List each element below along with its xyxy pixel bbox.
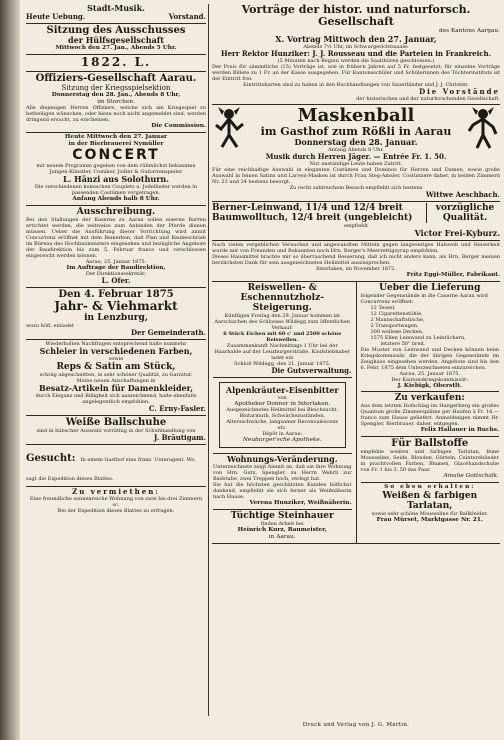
ad-title: Berner-Leinwand, 11/4 und 12/4 breit — [212, 202, 403, 213]
ad-reiswellen — [213, 282, 352, 378]
ad-body: Zusammenkunft Nachmittags 1 Uhr bei der Haarhalde auf der Lenzburgerstraße. Kaufsliebhaber ladet ein — [214, 342, 350, 361]
ad-text: Vorstand. — [168, 12, 206, 21]
ad-body: Der Preis für sämmtliche (15) Vorträge ist, wie in frühern Jahren auf 5 Fr. festgesetzt; für einzelne Vorträge werden Billete zu 1 Fr. an der Kasse ausgegeben. Für Kantonsschüler und Schülerinnen des Töchterinstituts ist der Eintritt frei. — [212, 63, 500, 82]
ad-body: folgender Gegenstände in die Caserne Aarau wird Concurrenz eröffnet: — [360, 292, 488, 305]
ad-title: Jahr- & Viehmarkt — [54, 299, 178, 314]
ad-lieferung — [361, 282, 500, 393]
ad-vortraege — [212, 3, 500, 105]
ad-signature: in Aarau. — [268, 533, 296, 540]
ad-year — [26, 55, 206, 72]
ad-note: (5 Minuten nach Beginn werden die Saalthüren geschlossen.) — [277, 57, 435, 64]
ad-title: 1822. L. — [80, 54, 152, 69]
ad-signature: Frau Mürset, Marktgasse Nr. 21. — [376, 516, 483, 523]
ad-subtitle: Sitzung der Kriegsspielsektion — [61, 83, 171, 92]
jester-left-icon — [212, 107, 246, 151]
ad-signature: Wittwe Aeschbach. — [425, 189, 500, 199]
ad-signature: Die Vorstände — [419, 86, 500, 96]
ad-text: Dépôt in Aarau: — [262, 431, 303, 438]
ad-signature: Der Kantonskriegskommissär: — [391, 376, 469, 383]
ad-body: sind in hübscher Auswahl vorräthig in der Schuhhandlung von — [36, 428, 196, 435]
ad-text: Heute Mittwoch den 27. Januar — [64, 134, 168, 141]
ad-date: Donnerstag den 28. Januar. — [294, 136, 418, 147]
ad-title: Für Ballstoffe — [391, 438, 469, 450]
ad-tarlatan — [361, 483, 500, 526]
ad-title: Reiswellen- & Eschennutzholz-Steigerung. — [240, 282, 324, 313]
ad-title: Wohnungs-Veränderung. — [227, 454, 338, 465]
ad-title: Weiße Ballschuhe — [65, 417, 167, 429]
ad-signature: J. Kiebigk, Oberstlt. — [397, 382, 462, 389]
ad-body: Künftigen Freitag den 29. Januar kommen im Aarschachen des Schlosses Wildegg zum öffentlichen Verkauf: — [214, 312, 351, 331]
ad-text: Neuburger'sche Apotheke. — [242, 437, 322, 444]
ad-title: Den 4. Februar 1875 — [58, 289, 174, 301]
left-column — [26, 3, 206, 721]
ad-title: Zu vermiethen: — [72, 487, 160, 497]
ad-testimonial — [212, 241, 500, 282]
book-spine-shadow — [0, 0, 20, 740]
ad-body: Sie hat die höchsten geschätzten Kunden höflichst dankend, empfiehlt sie sich ferner als Weißnäherin nach Hause. — [213, 482, 352, 501]
ad-text: im Storchen. — [97, 98, 135, 105]
ad-items: 6 Stück Eichen mit 60 c' und 2500 schöne Reiswellen. — [223, 330, 342, 343]
ad-text: Mittwoch den 27. Jan., Abends 5 Uhr. — [55, 45, 177, 51]
ad-text: Heute Uebung. — [26, 12, 86, 21]
ad-concert — [26, 133, 206, 205]
ad-subtitle: in Lenzburg, — [84, 313, 148, 324]
ad-schleier — [26, 340, 206, 416]
ad-verkaufen — [361, 392, 500, 437]
ad-body: Eintrittskarten sind zu haben in den Buchhandlungen von Sauerländer und J. J. Christen. — [243, 81, 469, 88]
two-column-block — [212, 282, 500, 544]
ad-text: Musik durch Herren Jäger. — Entrée Fr. 1. 50. — [265, 151, 447, 161]
ad-maskenball — [212, 105, 500, 202]
ad-signature: Der Gemeinderath. — [130, 328, 206, 338]
ad-quality: vorzügliche Qualität. — [426, 203, 500, 223]
ad-text: Abends 7½ Uhr, im Schwurgerichtssaale: — [303, 43, 409, 50]
jester-right-icon — [466, 107, 500, 151]
ad-date: Aarau, 25. Januar 1875. — [85, 258, 147, 265]
ad-performer: L. Hänzi aus Solothurn. — [62, 173, 170, 184]
right-column — [212, 3, 500, 721]
ad-title: CONCERT — [72, 146, 160, 163]
ad-date: Interlaken, im November 1872. — [316, 265, 396, 272]
ad-body: Aus dem letzten Hofschlag im Hungerberg ein großes Quantum große Zimmerspähne per Haufen à Fr. 16.— franco zum Hause geliefert. Anmeldungen nimmt Hr. Spengler, Bierbrauer, daher, entgegen. — [360, 403, 499, 428]
ad-ballschuhe — [26, 416, 206, 445]
ad-title: Ueber die Lieferung — [379, 282, 481, 293]
ad-body: schräg abgeschnitten, in sehr schöner Qualität, zu Garnitur. — [39, 372, 193, 379]
ad-title: Ausschreibung. — [76, 206, 156, 217]
ad-signature: L. Ofer. — [101, 276, 131, 286]
ad-signature: Fritz Eggi-Müller, Fabrikant. — [406, 271, 500, 278]
ad-signature: Victor Frei-Kyburz. — [414, 227, 500, 238]
right-subcolumn-right — [360, 282, 501, 543]
ad-body: finden Arbeit bei — [260, 520, 304, 527]
ad-title: Zu verkaufen: — [394, 393, 465, 404]
ad-signature: Im Auftrage der Baudirektion, — [66, 264, 166, 271]
ad-speaker: Herr Rektor Hunziker: J. J. Rousseau und die Parteien in Frankreich. — [220, 48, 492, 58]
ad-title: Weißen & farbigen Tarlatan, — [382, 490, 478, 511]
ad-text: sowie — [108, 356, 124, 363]
ad-body: In einem Gasthof eine franz. Unteragent. Wo, sagt die Expedition dieses Blattes. — [26, 457, 196, 483]
ad-title: Maskenball — [297, 104, 415, 126]
ad-body: Unterzeichnete zeigt hiemit an, daß sie ihre Wohnung von Hrn. Gutz, Spengler, zu Herrn Wehrli zur Badstube, zwei Treppen hoch, verlegt hat. — [213, 464, 352, 483]
ad-ausschreibung — [26, 206, 206, 289]
ad-body: sowie sehr schöne Mousseline für Ballkleider. — [371, 510, 488, 517]
ad-signature: der historischen und der naturforschenden Gesellschaft. — [356, 95, 500, 102]
ad-body: mit neuem Programm gegeben von dem rühmlichst bekannten Jungen-Künstler, Comiker, Jodler & Guitarrenspieler — [36, 162, 196, 175]
ad-subtitle: des Kantons Aargau. — [438, 28, 500, 34]
ad-vermiethen — [26, 487, 206, 516]
ad-item: 2 Transportwagen, — [370, 322, 419, 329]
ad-signature: Verena Hunziker, Weißnäherin. — [249, 500, 352, 507]
ad-date: Schloß Wildegg, den 21. Januar 1875. — [234, 360, 331, 367]
ad-title: Vorträge der histor. und naturforsch. Gesellschaft — [241, 3, 471, 28]
column-divider — [208, 4, 209, 716]
ad-title: Baumwolltuch, 12/4 breit (ungebleicht) — [212, 212, 413, 223]
ad-body: Dieses Hausmittel brachte mir so überraschend Besserung, daß ich nicht anders kann, als Hrn. Berger meinen herzlichsten Dank für sein ausgezeichnetes Heilmittel auszusprechen. — [212, 253, 500, 266]
ad-text: X. Vortrag Mittwoch den 27. Januar, — [275, 33, 437, 44]
ad-title: So eben erhalten: — [384, 483, 476, 490]
ad-title: Stadt-Musik. — [87, 3, 145, 13]
ad-subtitle: im Gasthof zum Rößli in Aarau — [260, 124, 452, 138]
bitter-frame — [219, 382, 346, 449]
ad-stadtmusik — [26, 3, 206, 24]
ad-item: 12 Cigarettenstühle, — [370, 310, 423, 317]
ad-date: Aarau, 25. Januar 1875. — [399, 370, 461, 377]
ad-gesucht — [26, 445, 206, 487]
ad-body: durch Eleganz und Billigkeit sich auszeichnend, halte ebenfalls angelegentlich empfohlen. — [35, 393, 197, 406]
ad-title: Gesucht: — [26, 453, 76, 465]
subcolumn-divider — [356, 282, 357, 543]
ad-markt — [26, 288, 206, 340]
ad-leinwand — [212, 202, 500, 241]
ad-huelfsverein — [26, 24, 206, 55]
right-subcolumn-left — [212, 282, 353, 543]
ad-item: 300 wollene Decken, — [370, 328, 424, 335]
ad-signature: Die Gutsverwaltung. — [271, 365, 352, 375]
ad-title: Tüchtige Steinhauer — [230, 510, 334, 521]
ad-text: Wiederholten Nachfragen entsprechend halte nunmehr — [45, 341, 187, 348]
ad-signature: Felix Hallauer in Buchs. — [420, 427, 499, 434]
ad-body: Die verschiedenen komischen Couplets u. Jodellieder werden in passenden Costümen vorgetragen. — [34, 183, 198, 196]
ad-body: Alle diejenigen Herren Offiziere, welche sich am Kriegsspiel zu betheiligen wünschen, oder hiezu noch nicht angemeldet sind, werden dringend ersucht, zu erscheinen. — [26, 105, 206, 124]
ad-signature: J. Bräutigam. — [153, 433, 206, 443]
ad-subtitle: der Hülfsgesellschaft — [68, 35, 164, 45]
ad-title: Alpenkräuter-Eisenbitter — [225, 384, 339, 395]
ad-body: Für eine reichhaltige Auswahl in eleganten Costümen und Dominos für Herren und Damen, sowie große Auswahl in feinen Satins und Larven-Masken ist durch Frau Steg-Amsler, Costümiere daher, in beiden Zimmern Nr. 23 und 24 bestens besorgt. — [212, 166, 500, 185]
ad-text: Donnerstag den 28. Jan., Abends 8 Uhr, — [51, 91, 181, 98]
ad-item: 12 Tessel, — [370, 304, 396, 311]
ad-body: Nach vielen vergeblichen Versuchen und angewandten Mitteln gegen langwieriges Halsweh und Heiserkeit wurde mir von Freunden und Bekannten noch Hrn. Berger's Meerrettigsyrup empfohlen. — [212, 241, 500, 254]
ad-text: von — [277, 394, 287, 401]
ad-text: wozu höfl. einladet — [26, 323, 75, 330]
ad-note: Nur anständige Leute haben Zutritt. — [309, 160, 403, 167]
printer-imprint: Druck und Verlag von J. G. Martin. — [302, 722, 410, 728]
ad-text: in der Bierbrauerei Nymüller — [68, 140, 164, 147]
ad-item: 1575 Ellen Leinwand zu Leintüchern, — [370, 334, 466, 341]
ad-ballstoffe — [361, 437, 500, 483]
ad-body: Die Muster von Leinwand und Decken können beim Kriegskommissär, die der übrigen Gegenstände im Zeughaus eingesehen werden. Angebote sind bis den 6. Febr. 1875 dem Unterzeichneten einzureichen. — [360, 346, 499, 371]
ad-body: Eine freundliche sonnenreiche Wohnung von zwei bis drei Zimmern sc. — [29, 496, 203, 509]
ad-body: Meine neuen Anschaffungen in — [76, 378, 156, 385]
ad-body: Zu recht zahlreichem Besuch empfiehlt sich bestens — [289, 184, 423, 191]
ad-text: Anfang Abends 8 Uhr. — [328, 146, 384, 153]
ad-signature: Amalie Gottschalk. — [443, 473, 499, 480]
ad-text: Anfang Abends halb 8 Uhr. — [72, 195, 160, 202]
ad-wohnung — [213, 454, 352, 510]
ad-offiziers — [26, 72, 206, 133]
ad-title: Reps & Satin am Stück, — [56, 362, 176, 373]
ad-title: Offiziers-Gesellschaft Aarau. — [35, 72, 197, 84]
ad-body: Ausgezeichnetes Heilmittel bei Bleichsucht, Blutarmuth, Schwächezuständen, Altersschwäche, langsamer Reconvalescenz etc. — [226, 407, 339, 432]
ad-steinhauer — [213, 510, 352, 543]
ad-signature: C. Erny-Fasler. — [148, 404, 206, 414]
ad-bitter — [213, 378, 352, 455]
ad-body: Bei der Expedition dieses Blattes zu erfragen. — [57, 508, 175, 515]
ad-body: empfehle weißen und farbigen Tarlatan, feine Mousseline, Seide, Blonden, Gürteln, Ceinturebänder in prachtvollen Farben, Blumen, Glacéhandschuhe von Fr. 1 bis 3. 50 das Paar. — [360, 449, 499, 474]
ad-item: letztere 50" breit. — [380, 340, 426, 347]
ad-signature: Heinrich Kurz, Baumeister, — [237, 526, 327, 533]
ad-text: empfiehlt — [343, 222, 369, 229]
ad-text: Apotheker Donner in Interlaken. — [234, 400, 331, 407]
ad-title: Besatz-Artikeln für Damenkleider, — [38, 383, 194, 394]
ad-signature: Der Direktionssekretär: — [85, 271, 147, 278]
ad-body: Bei den Stallungen der Kaserne zu Aarau sollen eiserne Barren errichtet werden, die zeitweise zum Anbinden der Pferde dienen müssen. Ueber die Ausführung dieser Vorrichtung wird anmit Concurrenz eröffnet mit dem Bemerken, daß Plan und Baubeschrieb im Büreau des Hochbaumeisters eingesehen und bezügliche Angebote der Baudirektion bis zum 5. Februar franco und verschlossen eingereicht werden können. — [26, 216, 206, 259]
ad-item: 2 Mannschaftstische, — [370, 316, 425, 323]
ad-signature: Die Commission. — [151, 123, 206, 130]
ad-title: Schleier in verschiedenen Farben, — [39, 346, 193, 357]
ad-title: Sitzung des Ausschusses — [46, 25, 186, 36]
